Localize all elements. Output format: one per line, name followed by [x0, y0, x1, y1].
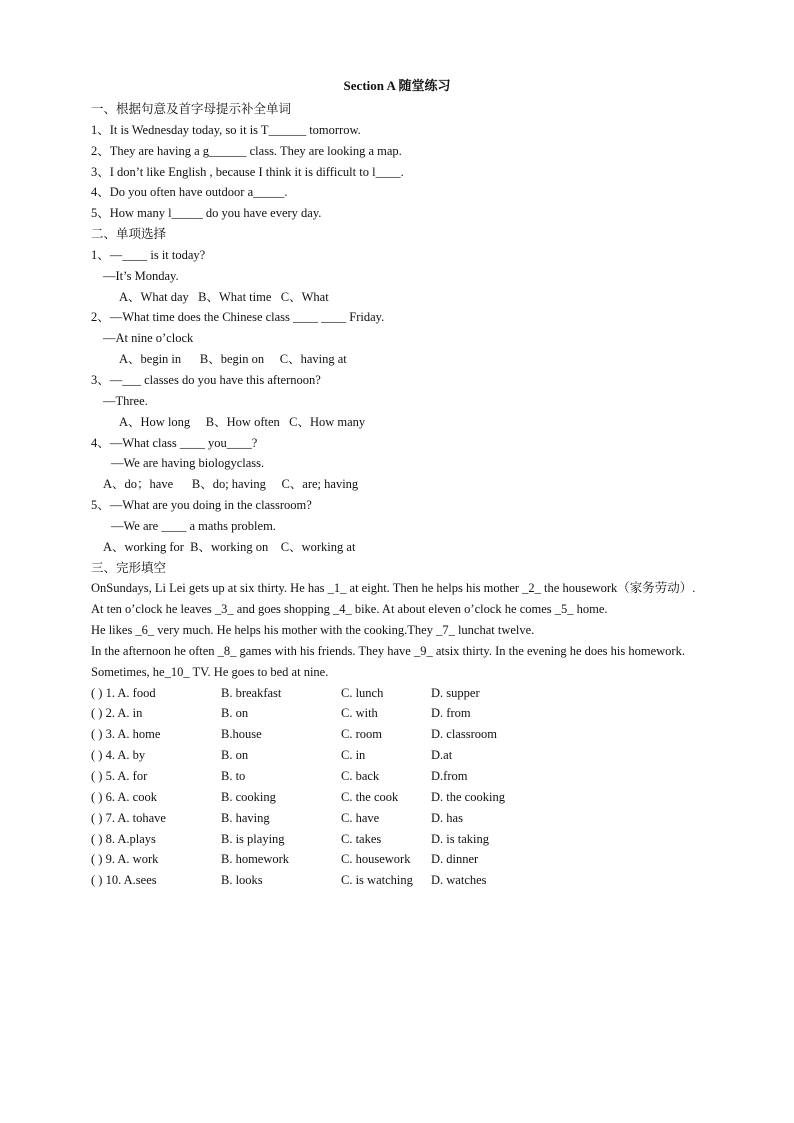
part1-item-3: 3、I don’t like English , because I think it is difficult to l____.: [91, 164, 404, 179]
choice-option-b: B. homework: [221, 852, 290, 867]
part2-options-3: A、How long B、How often C、How many: [119, 414, 366, 429]
part2-answer-4: —We are having biologyclass.: [111, 456, 265, 471]
choice-num-option-a: ( ) 4. A. by: [91, 748, 146, 763]
choice-option-c: C. in: [341, 748, 366, 763]
choice-option-c: C. takes: [341, 831, 382, 846]
choice-num-option-a: ( ) 6. A. cook: [91, 789, 157, 804]
choice-option-d: D. the cooking: [431, 789, 505, 804]
part2-options-4: A、do；have B、do; having C、are; having: [103, 477, 359, 492]
passage-paragraph-3: In the afternoon he often _8_ games with his friends. They have _9_ atsix thirty. In the evening he does his homework. Sometimes, he_10_ TV. He goes to bed at nine.: [91, 643, 685, 679]
choice-option-d: D.from: [431, 769, 468, 783]
choice-option-b: B. on: [221, 706, 249, 721]
choice-num-option-a: ( ) 9. A. work: [91, 852, 159, 867]
choice-num-option-a: ( ) 10. A.sees: [91, 873, 157, 888]
choice-option-d: D. supper: [431, 685, 480, 700]
choice-row: [91, 870, 505, 891]
part2-answer-3: —Three.: [103, 393, 148, 408]
part2-answer-5: —We are ____ a maths problem.: [111, 518, 276, 533]
choice-option-b: B. having: [221, 810, 270, 825]
choice-row: [91, 724, 505, 745]
choice-num-option-a: ( ) 8. A.plays: [91, 831, 156, 846]
part2-question-1: 1、—____ is it today?: [91, 247, 206, 262]
choice-row: [91, 849, 505, 870]
choice-option-c: C. with: [341, 706, 378, 721]
choice-option-c: C. housework: [341, 852, 411, 867]
cloze-choices-table: [91, 683, 505, 891]
part2-question-3: 3、—___ classes do you have this afternoon?: [91, 372, 321, 387]
choice-option-d: D. classroom: [431, 727, 497, 742]
choice-option-c: C. have: [341, 810, 380, 825]
choice-option-b: B. breakfast: [221, 685, 282, 700]
choice-option-d: D. watches: [431, 873, 487, 888]
choice-option-b: B. cooking: [221, 789, 276, 804]
part2-question-4: 4、—What class ____ you____?: [91, 435, 258, 450]
part2-options-5: A、working for B、working on C、working at: [103, 539, 356, 554]
choice-option-c: C. lunch: [341, 685, 384, 700]
part2-heading: 二、单项选择: [91, 227, 167, 242]
choice-num-option-a: ( ) 2. A. in: [91, 706, 143, 721]
choice-row: [91, 766, 505, 787]
part1-item-5: 5、How many l_____ do you have every day.: [91, 206, 322, 221]
choice-num-option-a: ( ) 3. A. home: [91, 727, 161, 742]
part1-heading: 一、根据句意及首字母提示补全单词: [91, 102, 292, 116]
choice-row: [91, 745, 505, 766]
choice-option-b: B. to: [221, 769, 246, 783]
choice-option-d: D. dinner: [431, 852, 479, 867]
choice-row: [91, 787, 505, 808]
part2-question-2: 2、—What time does the Chinese class ____ ____ Friday.: [91, 310, 385, 325]
choice-option-b: B. looks: [221, 873, 263, 888]
choice-option-d: D. has: [431, 810, 463, 825]
choice-option-c: C. is watching: [341, 873, 413, 888]
part1-item-1: 1、It is Wednesday today, so it is T______ tomorrow.: [91, 122, 361, 137]
choice-option-d: D. from: [431, 706, 471, 721]
part2-answer-1: —It’s Monday.: [103, 268, 179, 283]
choice-option-b: B.house: [221, 727, 262, 742]
choice-row: [91, 808, 505, 829]
choice-row: [91, 683, 505, 704]
part2-options-2: A、begin in B、begin on C、having at: [119, 352, 347, 367]
page-title: Section A 随堂练习: [343, 78, 451, 93]
choice-option-c: C. room: [341, 727, 382, 742]
choice-option-c: C. back: [341, 769, 380, 783]
choice-option-d: D.at: [431, 748, 453, 763]
passage-paragraph-1: OnSundays, Li Lei gets up at six thirty. He has _1_ at eight. Then he helps his mother _2_ the housework（家务劳动）. At ten o’clock he leaves _3_ and goes shopping _4_ bike. At about eleven o’clock he comes _5_ home.: [91, 581, 696, 617]
choice-option-d: D. is taking: [431, 831, 489, 846]
part3-heading: 三、完形填空: [91, 560, 167, 575]
choice-row: [91, 829, 505, 850]
choice-num-option-a: ( ) 7. A. tohave: [91, 810, 166, 825]
choice-num-option-a: ( ) 5. A. for: [91, 769, 148, 783]
part1-item-4: 4、Do you often have outdoor a_____.: [91, 185, 288, 200]
choice-row: [91, 703, 505, 724]
choice-option-b: B. on: [221, 748, 249, 763]
part2-options-1: A、What day B、What time C、What: [119, 289, 329, 304]
part2-answer-2: —At nine o’clock: [103, 331, 194, 346]
part2-question-5: 5、—What are you doing in the classroom?: [91, 498, 312, 513]
choice-option-b: B. is playing: [221, 831, 285, 846]
part1-item-2: 2、They are having a g______ class. They are looking a map.: [91, 143, 402, 158]
passage-paragraph-2: He likes _6_ very much. He helps his mother with the cooking.They _7_ lunchat twelve.: [91, 623, 535, 638]
choice-option-c: C. the cook: [341, 789, 399, 804]
choice-num-option-a: ( ) 1. A. food: [91, 685, 156, 700]
worksheet-body: [91, 99, 711, 891]
